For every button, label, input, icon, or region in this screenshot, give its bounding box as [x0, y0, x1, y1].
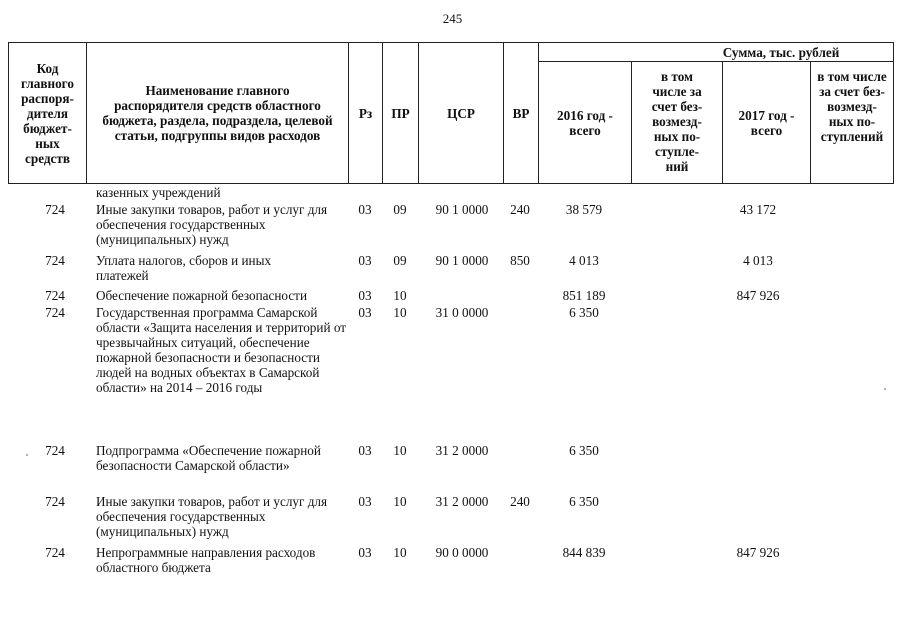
header-2017-total-label: 2017 год - всего: [738, 107, 795, 138]
header-2016-total-label: 2016 год - всего: [557, 107, 613, 138]
header-csr: [418, 42, 504, 184]
header-sum: [538, 42, 894, 62]
row-name: казенных учреждений: [96, 185, 221, 200]
row-csr: 31 2 0000: [435, 494, 489, 509]
row-pr: 09: [393, 202, 407, 217]
row-code: 724: [45, 494, 65, 509]
row-sum-2017: 847 926: [736, 545, 780, 560]
row-vr: 850: [510, 253, 530, 268]
row-sum-2016: 844 839: [562, 545, 606, 560]
row-rz: 03: [358, 443, 372, 458]
row-code: 724: [45, 305, 65, 320]
row-name: Иные закупки товаров, работ и услуг для обеспечения государственных (муниципальных) нужд: [96, 202, 328, 247]
row-rz: 03: [358, 545, 372, 560]
row-pr: 10: [393, 494, 407, 509]
header-code: [8, 42, 87, 184]
row-sum-2016: 6 350: [569, 494, 599, 509]
row-sum-2017: 43 172: [739, 202, 777, 217]
row-pr: 10: [393, 288, 407, 303]
row-csr: 90 1 0000: [435, 202, 489, 217]
header-2016-free: [631, 61, 723, 184]
header-code-label: Код главного распоря- дителя бюджет- ных средств: [21, 60, 74, 166]
row-rz: 03: [358, 202, 372, 217]
header-vr: [503, 42, 539, 184]
row-pr: 10: [393, 545, 407, 560]
header-2016-free-label: в том числе за счет без- возмезд- ных по- ступле- ний: [651, 69, 703, 174]
header-2017-total: [722, 61, 811, 184]
row-code: 724: [45, 545, 65, 560]
row-sum-2016: 6 350: [569, 305, 599, 320]
row-sum-2016: 38 579: [565, 202, 603, 217]
row-sum-2016: 4 013: [569, 253, 599, 268]
row-name: Непрограммные направления расходов областного бюджета: [96, 545, 316, 575]
row-vr: 240: [510, 202, 530, 217]
row-sum-2017: 4 013: [743, 253, 773, 268]
row-sum-2016: 851 189: [562, 288, 606, 303]
row-code: 724: [45, 443, 65, 458]
row-csr: 31 2 0000: [435, 443, 489, 458]
row-name: Подпрограмма «Обеспечение пожарной безопасности Самарской области»: [96, 443, 321, 473]
row-vr: 240: [510, 494, 530, 509]
row-code: 724: [45, 253, 65, 268]
scan-speck: [884, 388, 886, 390]
header-pr-label: ПР: [391, 105, 410, 121]
row-code: 724: [45, 288, 65, 303]
row-pr: 10: [393, 443, 407, 458]
row-sum-2016: 6 350: [569, 443, 599, 458]
row-sum-2017: 847 926: [736, 288, 780, 303]
row-name: Обеспечение пожарной безопасности: [96, 288, 308, 303]
header-name: [86, 42, 349, 184]
row-rz: 03: [358, 288, 372, 303]
row-rz: 03: [358, 253, 372, 268]
row-pr: 10: [393, 305, 407, 320]
row-name: Уплата налогов, сборов и иных платежей: [96, 253, 272, 283]
page-number: 245: [442, 11, 463, 26]
header-2016-total: [538, 61, 632, 184]
row-csr: 31 0 0000: [435, 305, 489, 320]
header-pr: [382, 42, 419, 184]
row-csr: 90 0 0000: [435, 545, 489, 560]
row-rz: 03: [358, 305, 372, 320]
header-csr-label: ЦСР: [447, 105, 475, 121]
header-sum-label: Сумма, тыс. рублей: [722, 44, 840, 60]
header-2017-free-label: в том числе за счет без- возмезд- ных по- ступлений: [817, 69, 887, 144]
row-name: Иные закупки товаров, работ и услуг для обеспечения государственных (муниципальных) нужд: [96, 494, 328, 539]
scan-speck: [26, 454, 28, 456]
row-code: 724: [45, 202, 65, 217]
row-pr: 09: [393, 253, 407, 268]
header-vr-label: ВР: [512, 105, 530, 121]
header-name-label: Наименование главного распорядителя средств областного бюджета, раздела, подраздела, целевой статьи, подгруппы видов расходов: [102, 83, 333, 143]
header-2017-free: [810, 61, 894, 184]
header-rz-label: Рз: [358, 105, 373, 121]
row-rz: 03: [358, 494, 372, 509]
header-rz: [348, 42, 383, 184]
row-csr: 90 1 0000: [435, 253, 489, 268]
row-name: Государственная программа Самарской области «Защита населения и территорий от чрезвычайных ситуаций, обеспечение пожарной безопасности и безопасности людей на водных объектах в Самарской области» на 2014 – 2016 годы: [96, 305, 346, 395]
